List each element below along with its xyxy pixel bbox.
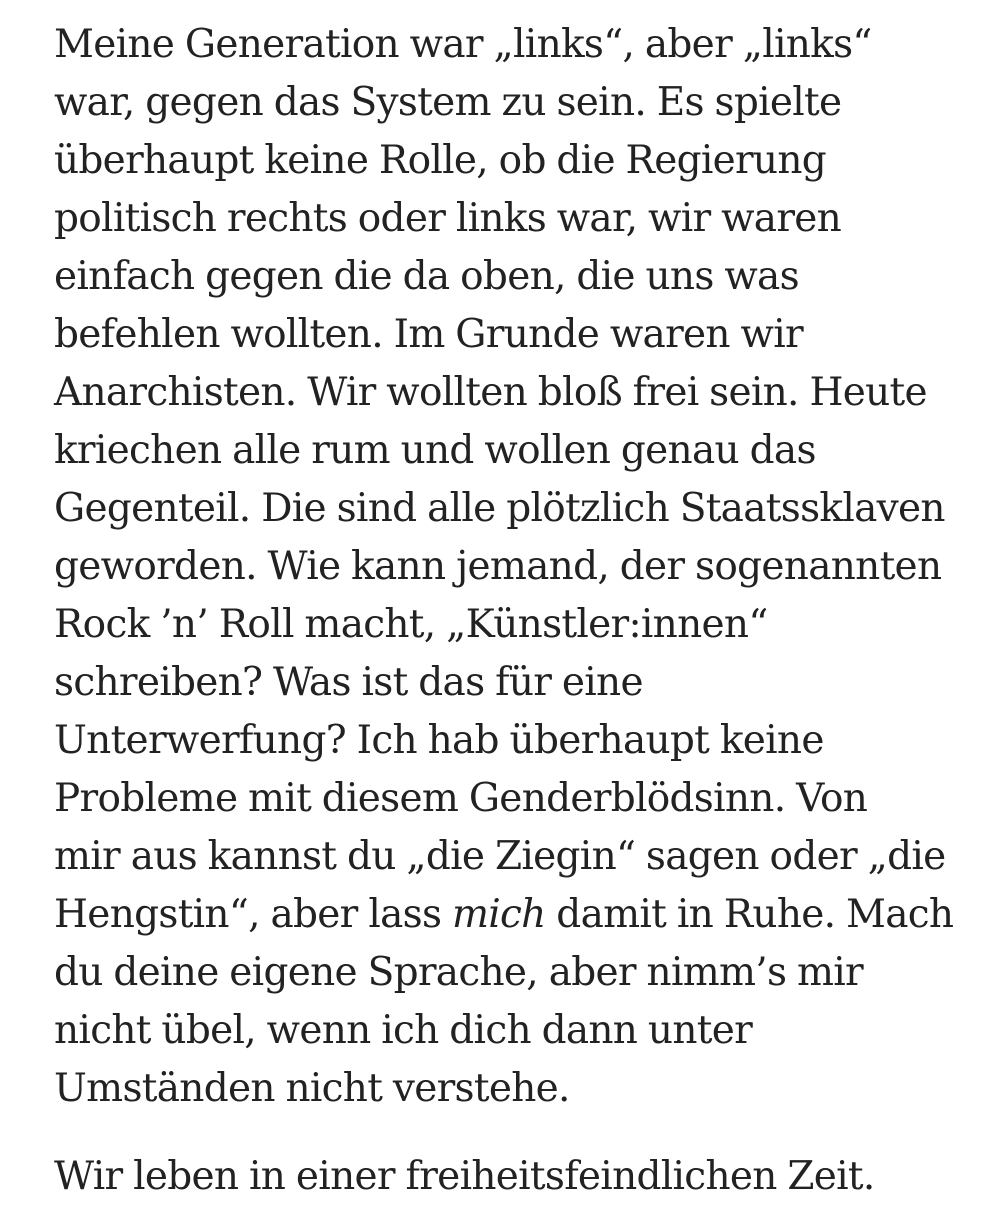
text-line: politisch rechts oder links war, wir waren	[54, 196, 842, 241]
text-line: war, gegen das System zu sein. Es spielte	[54, 80, 842, 125]
paragraph	[54, 0, 964, 1118]
text-line: Meine Generation war „links“, aber „links“	[54, 22, 872, 67]
paragraph	[54, 1148, 964, 1206]
text-line: einfach gegen die da oben, die uns was	[54, 254, 799, 299]
text-line: Anarchisten. Wir wollten bloß frei sein. Heute	[54, 370, 927, 415]
text-line: Gegenteil. Die sind alle plötzlich Staatssklaven	[54, 486, 945, 531]
paragraph-gap	[54, 1118, 964, 1148]
text-line: befehlen wollten. Im Grunde waren wir	[54, 312, 803, 357]
article-body	[54, 0, 964, 1206]
text-line: Rock ’n’ Roll macht, „Künstler:innen“	[54, 602, 768, 647]
text-line: nicht übel, wenn ich dich dann unter	[54, 1008, 753, 1053]
text-line: du deine eigene Sprache, aber nimm’s mir	[54, 950, 863, 995]
text-line: schreiben? Was ist das für eine	[54, 660, 643, 705]
text-line: Unterwerfung? Ich hab überhaupt keine	[54, 718, 824, 763]
text-segment: damit in Ruhe. Mach	[545, 892, 954, 937]
text-line: Wir leben in einer freiheitsfeindlichen Zeit.	[54, 1154, 875, 1199]
text-line: Umständen nicht verstehe.	[54, 1066, 570, 1111]
text-line	[54, 886, 964, 944]
text-line: Probleme mit diesem Genderblödsinn. Von	[54, 776, 868, 821]
text-line: kriechen alle rum und wollen genau das	[54, 428, 816, 473]
emphasis-text: mich	[451, 892, 546, 937]
text-segment: Hengstin“, aber lass	[54, 892, 452, 937]
text-line: überhaupt keine Rolle, ob die Regierung	[54, 138, 827, 183]
text-line: mir aus kannst du „die Ziegin“ sagen oder „die	[54, 834, 946, 879]
text-line: geworden. Wie kann jemand, der sogenannten	[54, 544, 942, 589]
